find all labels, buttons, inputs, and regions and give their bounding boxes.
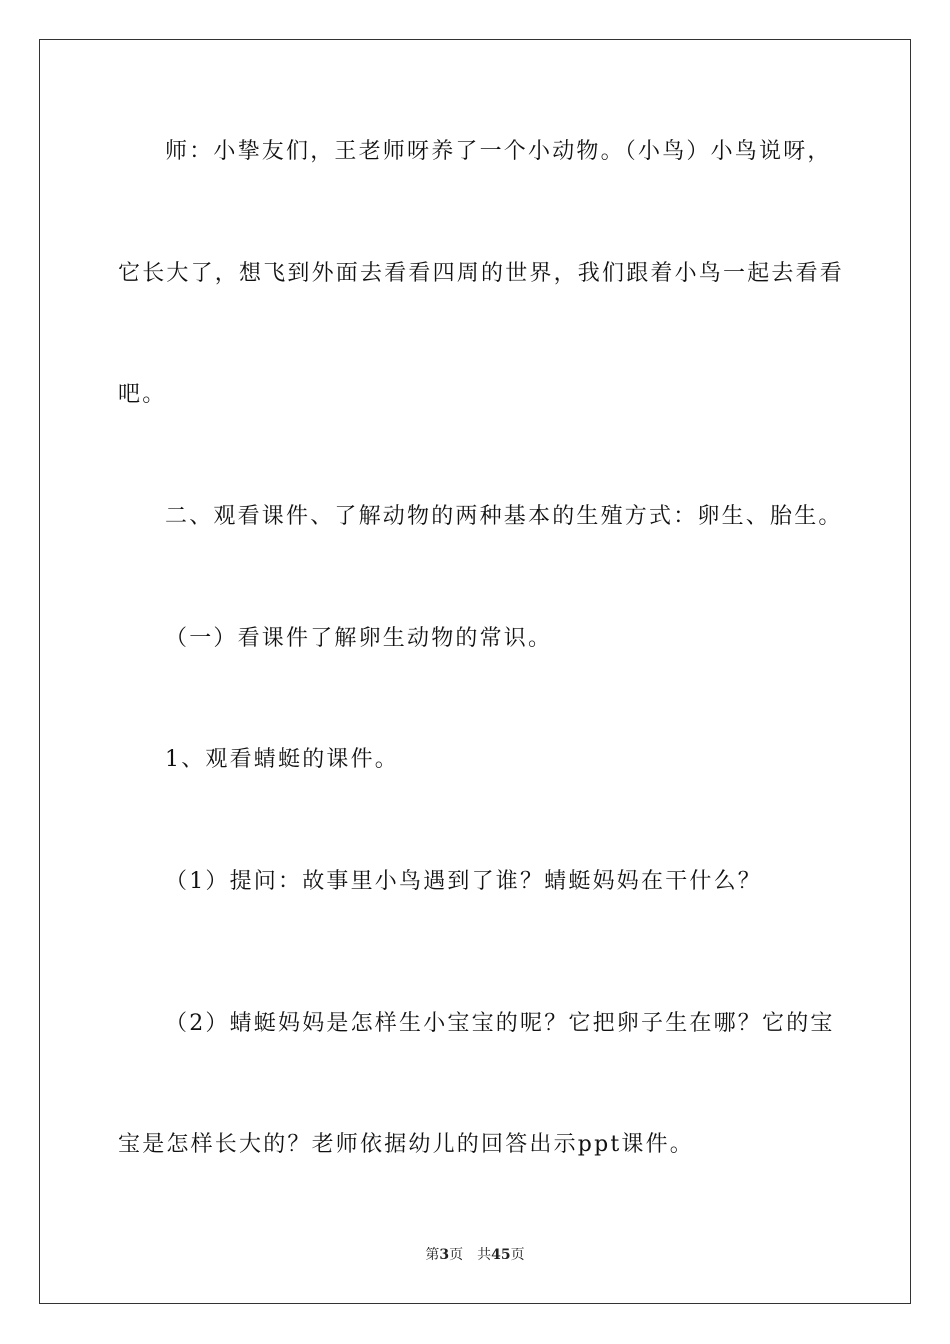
paragraph-1-line-3: 吧。 [118,382,167,407]
footer-page-prefix: 第 [425,1247,440,1263]
footer-total-suffix: 页 [510,1247,525,1263]
footer-page-suffix: 页 [449,1247,464,1263]
paragraph-2: 二、观看课件、了解动物的两种基本的生殖方式：卵生、胎生。 [165,504,843,529]
footer-total-pages: 45 [491,1247,511,1263]
paragraph-1-line-2: 它长大了，想飞到外面去看看四周的世界，我们跟着小鸟一起去看看 [118,261,845,286]
paragraph-6-line-2: 宝是怎样长大的？老师依据幼儿的回答出示ppt课件。 [118,1132,695,1157]
paragraph-6-line-1: （2）蜻蜓妈妈是怎样生小宝宝的呢？它把卵子生在哪？它的宝 [165,1011,835,1036]
footer-page-number: 3 [439,1247,450,1263]
paragraph-5: （1）提问：故事里小鸟遇到了谁？蜻蜓妈妈在干什么？ [165,869,762,894]
paragraph-1-line-1: 师：小挚友们，王老师呀养了一个小动物。（小鸟）小鸟说呀， [165,139,832,164]
paragraph-3: （一）看课件了解卵生动物的常识。 [165,626,553,651]
footer-total-prefix: 共 [477,1247,492,1263]
page-footer [0,1244,950,1264]
page-border [39,39,911,1304]
paragraph-4: 1、观看蜻蜓的课件。 [165,747,399,772]
